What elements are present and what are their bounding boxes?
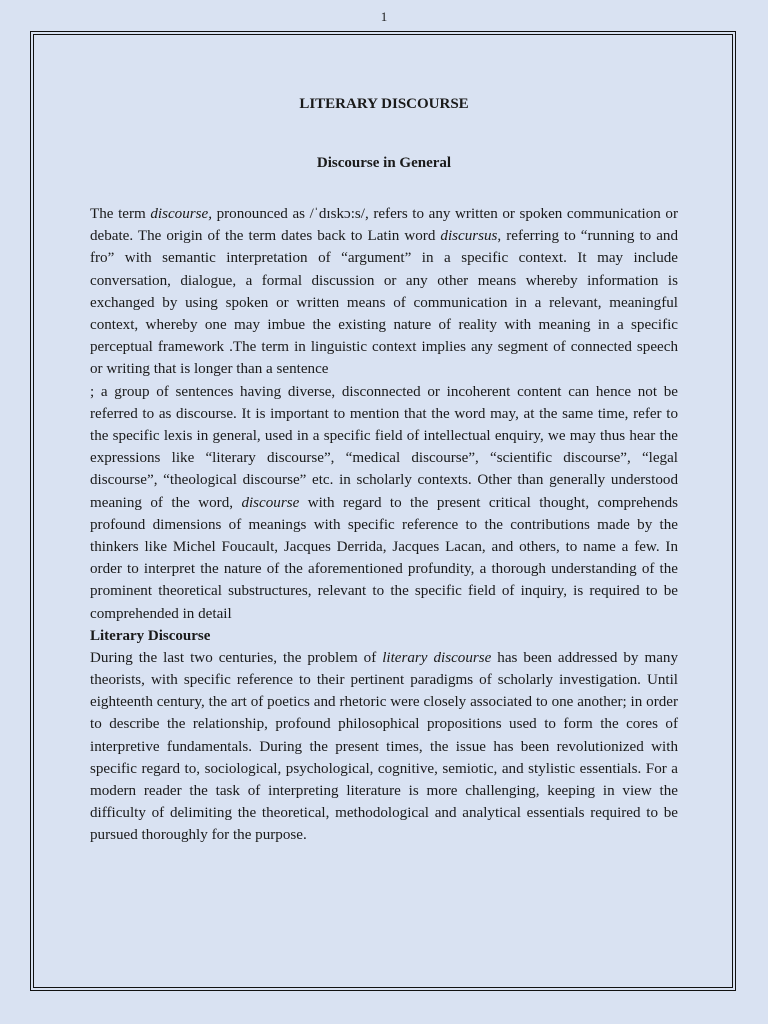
- paragraph-literary-discourse: [90, 647, 678, 847]
- para1-text-2: pronounced as /ˈdɪskɔ:s/, refers to any written or spoken communication or debate. The origin of the term dates back to Latin word: [90, 206, 678, 245]
- paragraph-discourse-definition: [90, 203, 678, 381]
- para3-text-2: has been addressed by many theorists, with specific reference to their pertinent paradigms of scholarly investigation. Until eighteenth century, the art of poetics and rhetoric were closely associated to one another; in order to describe the relationship, profound philosophical propositions used to form the cores of interpretive fundamentals. During the present times, the issue has been revolutionized with specific regard to, sociological, psychological, cognitive, semiotic, and stylistic essentials. For a modern reader the task of interpreting literature is more challenging, keeping in view the difficulty of delimiting the theoretical, methodological and analytical essentials required to be pursued thoroughly for the purpose.: [90, 649, 678, 844]
- para1-text-3: , referring to “running to and fro” with semantic interpretation of “argument” in a specific context. It may include conversation, dialogue, a formal discussion or any other means whereby information is exchanged by using spoken or written means of communication in a relevant, meaningful context, whereby one may imbue the existing nature of reality with meaning in a specific perceptual framework .The term in linguistic context implies any segment of connected speech or writing that is longer than a sentence: [90, 228, 678, 378]
- para1-italic-discursus: discursus: [440, 228, 498, 245]
- para3-italic-literary-discourse: literary discourse: [382, 649, 492, 666]
- para2-text-1: ; a group of sentences having diverse, disconnected or incoherent content can hence not be referred to as discourse. It is important to mention that the word may, at the same time, refer to the specific lexis in general, used in a specific field of intellectual enquiry, we may thus hear the expressions like “literary discourse”, “medical discourse”, “scientific discourse”, “legal discourse”, “theological discourse” etc. in scholarly contexts. Other than generally understood meaning of the word,: [90, 383, 678, 511]
- para1-italic-discourse: discourse,: [150, 206, 212, 222]
- para3-text-1: During the last two centuries, the problem of: [90, 649, 383, 666]
- page-number: 1: [380, 9, 388, 24]
- document-body: [90, 94, 678, 847]
- paragraph-discourse-continuation: [90, 381, 678, 625]
- document-title: LITERARY DISCOURSE: [299, 96, 469, 112]
- section-heading-literary-discourse: Literary Discourse: [90, 627, 211, 644]
- section-heading-discourse-in-general: Discourse in General: [316, 155, 452, 171]
- para2-text-2: with regard to the present critical thought, comprehends profound dimensions of meanings with specific reference to the contributions made by the thinkers like Michel Foucault, Jacques Derrida, Jacques Lacan, and others, to name a few. In order to interpret the nature of the aforementioned profundity, a thorough understanding of the prominent theoretical substructures, relevant to the specific field of inquiry, is required to be comprehended in detail: [90, 494, 679, 622]
- para2-italic-discourse: discourse: [241, 494, 300, 511]
- para1-text-1: The term: [90, 206, 151, 222]
